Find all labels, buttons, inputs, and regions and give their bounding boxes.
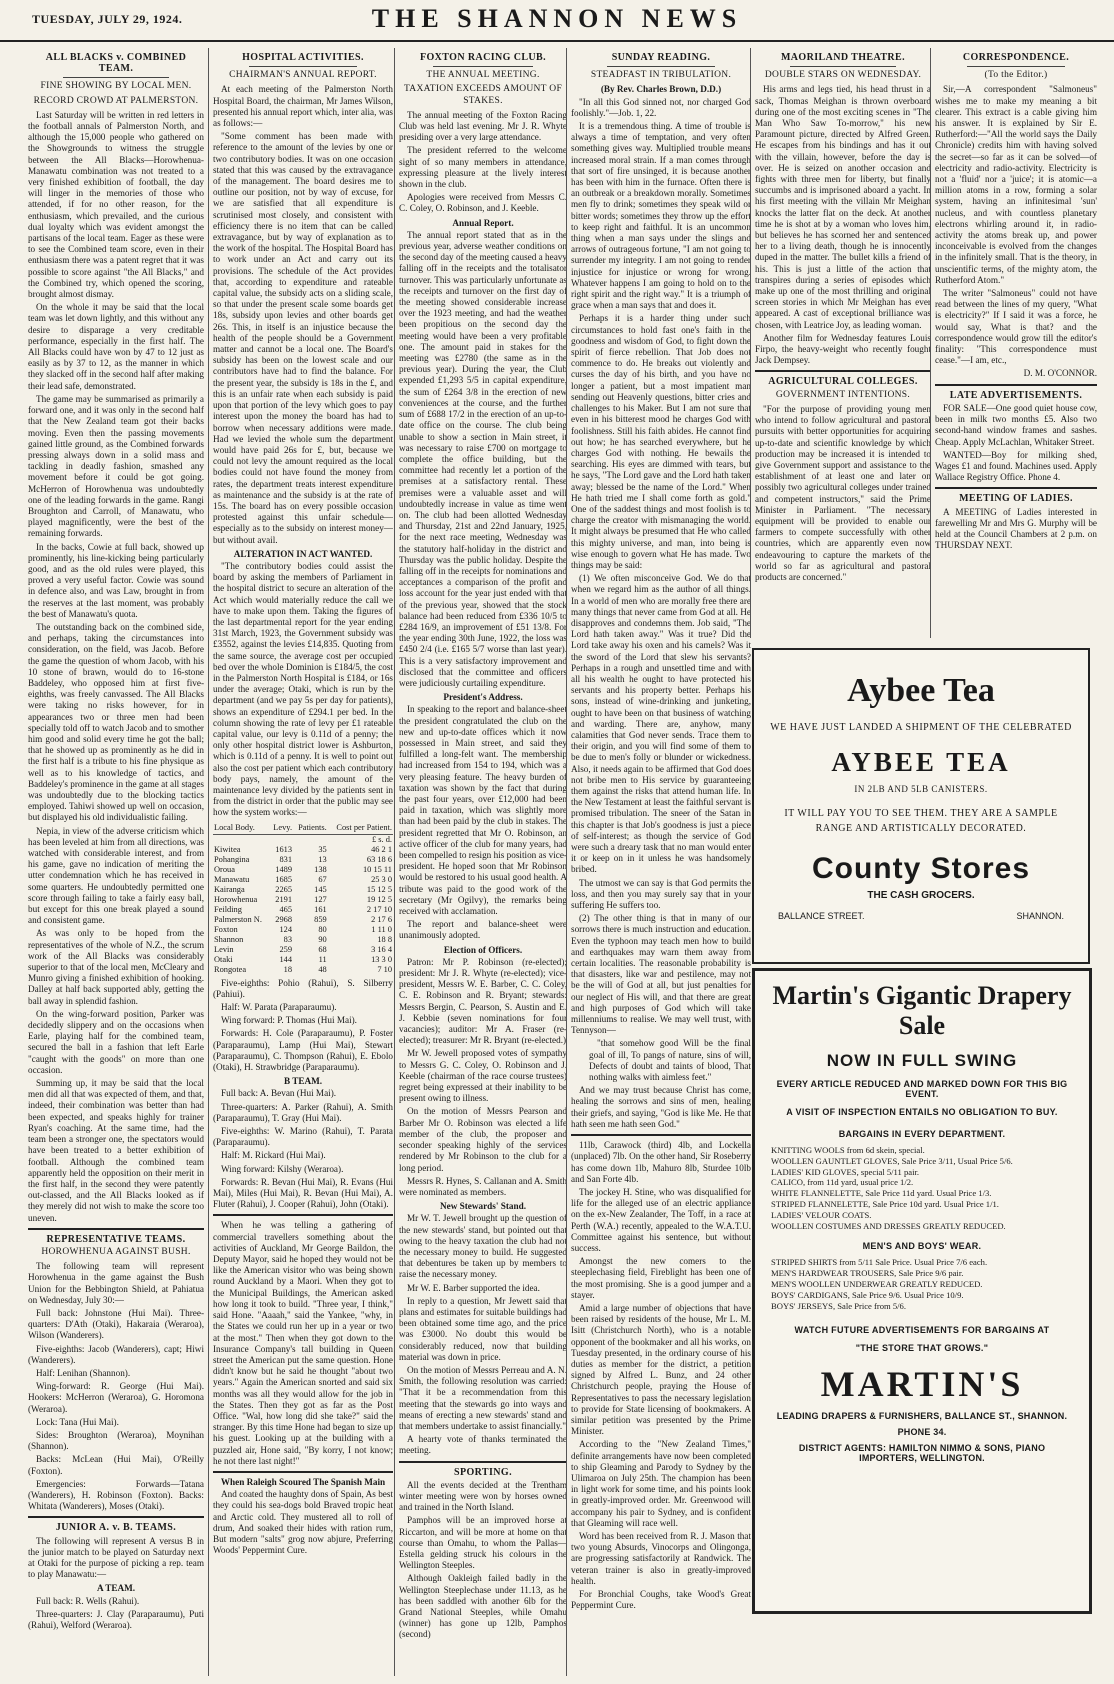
table-cell: 48	[318, 964, 327, 974]
headline-junior-teams: JUNIOR A. v. B. TEAMS.	[55, 1522, 177, 1534]
paragraph: The report and balance-sheet were unanimously adopted.	[399, 919, 567, 941]
district-agents: DISTRICT AGENTS: HAMILTON NIMMO & SONS, PIANO IMPORTERS, WELLINGTON.	[798, 1443, 1046, 1464]
levy-table-row	[213, 845, 393, 855]
paragraph: His arms and legs tied, his head thrust in a sack, Thomas Meighan is thrown overboard during one of the most exciting scenes in "The Man Who Saw To-morrow," his new Paramount picture, directed by Alfred Green. He escapes from his bindings and has it out with the villain, however, before the day is over. He is seized on another occasion and fights with three men for liberty, but finally succumbs and is imprisoned aboard a yacht. In his first meeting with the villain Mr Meighan knocks the latter flat on the deck. At another time he is shot at by a woman who loves him, but believes he has scorned her and sentenced her to a living death, though he is innocently duped in the matter. The bullet kills a friend of his. This is just a little of the action that transpires during a series of episodes which make up one of the most thrilling and original screen stories in which Mr Meighan has ever appeared. A cast of exceptional brilliance was chosen, with Leatrice Joy, as leading woman.	[755, 84, 931, 330]
table-cell: 1 11 0	[371, 924, 392, 934]
paragraph: On the whole it may be said that the local team was let down lightly, and this without any desire to disparage a very creditable performance, especially in the first half. The All Blacks could have won by 47 to 12 just as easily as by 37 to 12, as the manner in which they slacked off in the second half after making their lead safe, demonstrated.	[28, 302, 204, 391]
levy-table	[213, 822, 393, 975]
advert-line: WE HAVE JUST LANDED A SHIPMENT OF THE CELEBRATED	[770, 722, 1072, 733]
table-cell: 1685	[275, 874, 293, 884]
table-cell: 2 17 10	[366, 904, 392, 914]
signature: D. M. O'CONNOR.	[1023, 368, 1097, 379]
list-item: MEN'S HARDWEAR TROUSERS, Sale Price 9/6 pair.	[771, 1268, 964, 1279]
table-cell: Manawatu	[214, 874, 250, 884]
paragraph: All the events decided at the Trentham winter meeting were won by horses owned and trained in the North Island.	[399, 1479, 567, 1513]
table-cell: Foxton	[214, 924, 238, 934]
paragraph: Half: Lenihan (Shannon).	[36, 1367, 131, 1378]
paragraph: Half: W. Parata (Paraparaumu).	[221, 1002, 337, 1013]
paragraph: Last Saturday will be written in red letters in the football annals of Palmerston North, and although the 15,000 people who gathered on the Showgrounds to witness the struggle between the All Blacks—Horowhenua-Manawatu combination was not treated to a very finished exhibition of football, the day will linger in the memories of those who attended, if for no other reason, for the enthusiasm, which prevailed, and the curious dual loyalty which was evident amongst the partisans of the local team. Eager as these were to see the Combined team score, even in their enthusiasm there was a patent regret that it was possible to score against "the All Blacks," and the Combined try, which opened the scoring, brought almost dismay.	[28, 109, 204, 300]
paragraph: Half: M. Rickard (Hui Mai).	[221, 1150, 326, 1161]
paragraph: The following team will represent Horowhenua in the game against the Bush Union for the Bebbington Shield, at Pahiatua on Wednesday, July 30:—	[28, 1261, 204, 1305]
headline-hospital: HOSPITAL ACTIVITIES.	[242, 52, 364, 63]
aybee-tea-advert	[752, 648, 1090, 964]
subheadline: DOUBLE STARS ON WEDNESDAY.	[764, 70, 922, 81]
table-cell: 161	[314, 904, 327, 914]
store-slogan: "THE STORE THAT GROWS."	[855, 1343, 989, 1354]
paragraph: Mr W. T. Jewell brought up the question of the new stewards' stand, but pointed out that owing to the heavy taxation the club had not the necessary money to build. He suggested that debentures be taken up by members to raise the necessary money.	[399, 1213, 567, 1280]
paragraph: Apologies were received from Messrs C. C. Coley, O. Robinson, and J. Keeble.	[399, 192, 567, 214]
list-item: BOYS' CARDIGANS, Sale Price 9/6. Usual Price 10/9.	[771, 1289, 964, 1300]
table-cell: Kairanga	[214, 884, 245, 894]
editor-line: (To the Editor.)	[984, 70, 1048, 81]
levy-table-units	[213, 834, 393, 845]
column-2	[208, 48, 393, 1676]
table-cell: 2968	[275, 914, 293, 924]
table-cell: 127	[314, 894, 327, 904]
column-header: Local Body.	[213, 822, 270, 835]
levy-table-header	[213, 822, 393, 835]
levy-table-row	[213, 885, 393, 895]
poem-title: When Raleigh Scoured The Spanish Main	[220, 1476, 386, 1487]
address-street: BALLANCE STREET.	[778, 911, 865, 921]
list-item: CALICO, from 11d yard, usual price 1/2.	[771, 1177, 914, 1188]
store-name: MARTIN'S	[820, 1364, 1024, 1405]
paragraph: Mr W. E. Barber supported the idea.	[407, 1282, 540, 1293]
paragraph: Five-eighths: Jacob (Wanderers), capt; Hiwi (Wanderers).	[28, 1343, 204, 1365]
column-header: Cost per Patient.	[328, 822, 393, 835]
advert-detail: IN 2LB AND 5LB CANISTERS.	[854, 784, 988, 794]
paragraph: The writer "Salmoneus" could not have read between the lines of my query, "What is electricity?" If I said it was a force, he would say, What is that? and the correspondence would grow till the editor's finality: "This correspondence must cease."—I am, etc.,	[935, 288, 1097, 366]
paragraph: Three-quarters: J. Clay (Paraparaumu), Puti (Rahui), Welford (Weraroa).	[28, 1608, 204, 1631]
table-cell: Horowhenua	[214, 894, 258, 904]
subheadline: STEADFAST IN TRIBULATION.	[590, 70, 732, 81]
headline-sunday-reading: SUNDAY READING.	[611, 52, 711, 63]
paragraph: It is a tremendous thing. A time of trouble is always a time of temptation, and very often something gives way. Multiplied trouble means increased moral strain. If a man comes through that sort of fire unsinged, it is because another has been with him in the furnace. Often there is an outbreak or a breakdown morally. Sometimes men fly to drink; sometimes they speak wild or bitter words; sometimes they throw up the effort to keep right and faithful. It is an uncommon thing when a man says under the slings and arrows of outrageous fortune, "I am not going to surrender my integrity. I am not going to render injustice for injustice or wrong for wrong. Whatever happens I am going to hold on to the right spirit and the right way." It is a triumph of grace when a man says that and does it.	[571, 121, 751, 311]
list-item: WOOLLEN COSTUMES AND DRESSES GREATLY REDUCED.	[771, 1220, 1006, 1231]
table-cell: 11	[318, 954, 327, 964]
paragraph: The utmost we can say is that God permits the loss, and then you may surely say that in your suffering He suffers too.	[571, 877, 751, 911]
table-cell: 18 8	[377, 934, 392, 944]
paragraph: Pamphos will be an improved horse at Riccarton, and will be more at home on that course than Omahu, to whom the Pallas—Estella gelding struck his colours in the Wellington Steeples.	[399, 1515, 567, 1571]
section-subhead: Annual Report.	[452, 217, 514, 228]
table-cell: 10 15 11	[362, 864, 392, 874]
headline-meeting-ladies: MEETING OF LADIES.	[959, 493, 1073, 505]
column-header: Patients.	[293, 822, 328, 835]
list-item: MEN'S WOOLLEN UNDERWEAR GREATLY REDUCED.	[771, 1278, 983, 1289]
paragraph: The jockey H. Stine, who was disqualified for life for the alleged use of an electric appliance on the ex-New Zealander, The Toff, in a race at Perth (W.A.) recently, appealed to the W.A.T.U. Committee against his sentence, but without success.	[571, 1186, 751, 1253]
paragraph: At each meeting of the Palmerston North Hospital Board, the chairman, Mr James Wilson, presented his annual report which, inter alia, was as follows:—	[213, 84, 393, 129]
table-cell: 67	[318, 874, 327, 884]
table-cell: Kiwitea	[214, 844, 241, 854]
paragraph: Five-eighths: W. Marino (Rahui), T. Parata (Paraparaumu).	[213, 1126, 393, 1148]
column-3	[394, 48, 567, 1676]
paragraph: Amid a large number of objections that have been raised by residents of the house, Mr L. M. Isitt (Christchurch North), who is a notable opponent of the bookmaker and all his works, on Tuesday presented, in the ordinary course of his duties as member for the district, a petition signed by Alfred L. Bunz, and 24 other Christchurch people, praying the House of Representatives to pass the necessary legislation to provide for State licensing of bookmakers. A similar petition was presented by the Prime Minister.	[571, 1302, 751, 1437]
column-6	[930, 48, 1097, 638]
team-label: B TEAM.	[283, 1076, 323, 1087]
subheadline: FINE SHOWING BY LOCAL MEN.	[40, 81, 192, 92]
paragraph: Forwards: H. Cole (Paraparaumu), P. Foster (Paraparaumu), Lamp (Hui Mai), Stewart (Paraparaumu), C. Thompson (Rahui), E. Ebolo (Otaki), H. Strawbridge (Paraparaumu).	[213, 1028, 393, 1073]
paragraph: Nepia, in view of the adverse criticism which has been leveled at him from all directions, was watched with considerable interest, and from his game, gave no indication of meriting the utter condemnation which he has received in some quarters. He undoubtedly permitted one score through failing to take a fairly easy ball, but except for this one break played a sound and consistent game.	[28, 825, 204, 926]
paragraph: The annual report stated that as in the previous year, adverse weather conditions on the second day of the meeting caused a heavy falling off in the receipts and the totalisator turnover. This was particularly unfortunate as the receipts and turnover on the first day of the meeting showed considerable increase over the 1923 meeting, and had the weather been propitious on the second day the meeting would have been a very profitable one. The amount paid in stakes for the meeting was £2780 (the same as in the previous year). During the year, the Club expended £1,293 5/5 in capital expenditure, the sum of £264 3/8 in the erection of new conveniences at the course, and the further sum of £688 17/2 in the erection of an up-to-date office on the course. The club being unable to show a section in Main street, it was necessary to raise £700 on mortgage to complete the office building, but the committee had recently let a portion of the premises at a satisfactory rental. These premises were a valuable asset and will undoubtedly increase in value as time went on. The club had been allotted Wednesday and Thursday, 21st and 22nd January, 1925, for the next race meeting, Wednesday was the statutory half-holiday in the district and Thursday was the public holiday. Despite the falling off in the receipts for nominations and acceptances a comparison of the profit and loss account for the year just ended with that of the previous year, showed that the stock balance had been reduced from £336 10/5 to £284 16/9, an improvement of £51 13/8. For the year ending 30th June, 1922, the loss was £450 2/4 (i.e. £165 5/7 worse than last year). This is a very satisfactory improvement and disclosed that the committee and officers were judiciously curtailing expenditure.	[399, 229, 567, 688]
scripture-quote: "In all this God sinned not, nor charged God foolishly."—Job. 1, 22.	[571, 96, 751, 118]
paragraph: On the motion of Messrs Pearson and Barber Mr O. Robinson was elected a life member of the club, the proposer and seconder speaking highly of the services rendered by Mr Robinson to the club for a long period.	[399, 1106, 567, 1173]
levy-table-row	[213, 935, 393, 945]
paragraph: Summing up, it may be said that the local men did all that was expected of them, and that, indeed, their combination was better than had been expected, and speaks highly for trainer Ryan's coaching. At the same time, had the team been a stronger one, the spectators would have been treated to a better exhibition of football. Although the combined team apparently held the opposition on their merit in the first half, in the second they were patently out-classed, and the All Blacks looked as if they merely did not wish to make the score too uneven.	[28, 1078, 204, 1223]
table-cell: 18	[283, 964, 293, 974]
list-item: LADIES' VELOUR COATS.	[771, 1209, 872, 1220]
paragraph: Messrs R. Hynes, S. Callanan and A. Smith were nominated as members.	[399, 1175, 567, 1197]
section-subhead: Election of Officers.	[443, 944, 523, 955]
advert-line: A VISIT OF INSPECTION ENTAILS NO OBLIGATION TO BUY.	[786, 1107, 1058, 1117]
poem: "that somehow good Will be the final goal of ill, To pangs of nature, sins of will, Defects of doubt and taints of blood, That nothing walks with aimless feet."	[589, 1038, 751, 1083]
levy-table-row	[213, 965, 393, 975]
levy-table-body	[213, 845, 393, 975]
table-cell: Otaki	[214, 954, 233, 964]
paragraph: Patron: Mr P. Robinson (re-elected); president: Mr J. R. Whyte (re-elected); vice-president, Messrs W. E. Barber, C. C. Coley, C. E. Robinson and R. Bryant; stewards: Messrs Bergin, C. Pearson, S. Austin and E. J. Kebbie (seven nominations for four vacancies); auditor: Mr A. Fraser (re-elected); treasurer: Mr R. Bryant (re-elected.)	[399, 956, 567, 1046]
table-cell: 144	[279, 954, 293, 964]
paragraph: Sir,—A correspondent "Salmoneus" wishes me to make my meaning a bit clearer. This extract is a cable giving him his answer. It is explained by Sir E. Rutherford:—"All the world says the Daily Chronicle) credits him with having solved the secret—so far as it can be solved—of electricity and radio-activity. Electricity is not a 'fluid' nor a 'juice'; it is atomic—a million atoms in a row, forming a solar system, having an infinitesimal 'sun' nucleus, and with countless planetary electrons whirling around it, in radio-activity the atoms break up, and power inconceivable is evolved from the changes in the infinitely small. That is the theory, in unscientific terms, of the mighty atom, the Rutherford Atom."	[935, 84, 1097, 285]
paragraph: (2) The other thing is that in many of our sorrows there is much instruction and education. Even the typhoon may teach men how to build and earthquakes may warn them away from certain localities. The reasonable probability is that disasters, like war and pestilence, may not be the will of God at all, but just penalties for our neglect of His will, and that there are great and high purposes of God which will take millenniums to realise. We may well trust, with Tennyson—	[571, 913, 751, 1036]
paragraph: 11lb, Carawock (third) 4lb, and Lockella (unplaced) 7lb. On the other hand, Sir Roseberry has come down 1lb, Mahuro 8lb, Sturdee 10lb and San Forte 4lb.	[571, 1140, 751, 1184]
advert-line: EVERY ARTICLE REDUCED AND MARKED DOWN FOR THIS BIG EVENT.	[776, 1079, 1068, 1099]
table-cell: 259	[279, 944, 293, 954]
store-phone: PHONE 34.	[897, 1427, 947, 1438]
table-cell: 13	[318, 854, 327, 864]
paragraph: Although Oakleigh failed badly in the Wellington Steeplechase under 11.13, as he has been saddled with another 6lb for the Grand National Steeples, while Omahu (winner) has gone up 12lb, Pamphos (second)	[399, 1573, 567, 1640]
advert-line: WATCH FUTURE ADVERTISEMENTS FOR BARGAINS AT	[794, 1325, 1050, 1336]
paragraph: According to the "New Zealand Times," definite arrangements have now been completed to ship Gleaming and Parody to Sydney by the Ulimaroa on July 25th. The champion has been in light work for some time, and his points look in greatly-improved order. Mr. Greenwood will accompany his pair to Sydney, and is confident that Gleaming will race well.	[571, 1439, 751, 1528]
list-item: KNITTING WOOLS from 6d skein, special.	[771, 1145, 925, 1155]
paragraph: Backs: McLean (Hui Mai), O'Reilly (Foxton).	[28, 1454, 204, 1476]
paragraph: And we may trust because Christ has come, healing the sorrows and sins of men, healing their griefs, and saying, "God is like Me. He that hath seen me hath seen God."	[571, 1085, 751, 1129]
table-cell: 83	[283, 934, 293, 944]
section-label: BARGAINS IN EVERY DEPARTMENT.	[838, 1129, 1006, 1139]
table-cell: 2191	[275, 894, 293, 904]
classified-ad: FOR SALE—One good quiet house cow, been in milk two months £5. Also two second-hand window frames and sashes. Cheap. Apply McLachlan, Whitaker Street.	[935, 402, 1097, 447]
paragraph: Wing-forward: R. George (Hui Mai). Hookers: McHerron (Weraroa), G. Horomona (Weraroa).	[28, 1381, 204, 1414]
table-cell: 7 10	[377, 964, 392, 974]
table-cell: 1489	[275, 864, 293, 874]
table-cell: 124	[279, 924, 293, 934]
list-item: LADIES' KID GLOVES, special 5/11 pair.	[771, 1166, 920, 1177]
list-item: WOOLLEN GAUNTLET GLOVES, Sale Price 3/11, Usual Price 5/6.	[771, 1155, 1013, 1166]
table-cell: 3 16 4	[371, 944, 392, 954]
paragraph: When he was telling a gathering of commercial travellers something about the activities of Auckland, Mr George Baildon, the Deputy Mayor, said he hoped they would not be like the American visitor who was being shown round Auckland by a Maori. When they got to the Municipal Buildings, the American asked how long it took to build. "Three year, I think," said Hone. "Aaaah," said the Yankee, "why, in the States we could run her up in a year or two at the most." Then when they got down to the Insurance Company's tall building in Queen street the American put the same question. Hone didn't know but he said he thought "about two years." Again the American snorted and said six months was all they would allow for the job in the States. Then they got as far as the Post Office. "Wal, how long did she take?" said the stranger. By this time Hone had began to size up his guest. Looking up at the building with a puzzled air, Hone said, "By korry, I not know; he not there last night!"	[213, 1220, 393, 1466]
table-cell: Oroua	[214, 864, 235, 874]
advert-line: IT WILL PAY YOU TO SEE THEM. THEY ARE A SAMPLE RANGE AND ARTISTICALLY DECORATED.	[784, 808, 1058, 834]
byline: (By Rev. Charles Brown, D.D.)	[600, 84, 722, 95]
paragraph: Wing forward: Kilshy (Weraroa).	[221, 1163, 344, 1174]
column-header: Levy.	[270, 822, 294, 835]
table-cell: 831	[279, 854, 293, 864]
issue-date: TUESDAY, JULY 29, 1924.	[32, 12, 183, 26]
section-subhead: New Stewards' Stand.	[439, 1201, 526, 1212]
paragraph: As was only to be hoped from the representatives of the whole of N.Z., the scrum work of the All Blacks was considerably superior to that of the local men, McCleary and Munro giving a finished exhibition of hooking. Dalley at half back supported ably, getting the ball away in splendid fashion.	[28, 928, 204, 1006]
paragraph: On the motion of Messrs Perreau and A. N. Smith, the following resolution was carried: "That it be a recommendation from this meeting that the stewards go into ways and means of erecting a new stewards' stand and that members undertake to assist financially."	[399, 1364, 567, 1431]
paragraph: Full back: A. Bevan (Hui Mai).	[221, 1088, 337, 1099]
list-item: WHITE FLANNELETTE, Sale Price 11d yard. Usual Price 1/3.	[771, 1188, 992, 1199]
levy-table-row	[213, 875, 393, 885]
paragraph: In the backs, Cowie at full back, showed up prominently, his line-kicking being particularly good, and as the old rules were played, this proved a very useful factor. Cowie was sound in defence also, and was Law, brought in from the reserves at the last moment, was probably the best of Manawatu's quota.	[28, 541, 204, 619]
levy-table-row	[213, 855, 393, 865]
store-tagline: THE CASH GROCERS.	[867, 890, 975, 901]
table-cell: 2 17 6	[371, 914, 392, 924]
table-cell: 859	[314, 914, 327, 924]
table-cell: 15 12 5	[366, 884, 392, 894]
table-cell: 465	[279, 904, 293, 914]
paragraph: "Some comment has been made with reference to the amount of the levies by one or two contributory bodies. It was on one occasion stated that this was caused by the extravagance of the management. The board desires me to outline our position, not by way of excuse, for we are satisfied that all expenditure is scrutinised most closely, and consistent with efficiency there is no item that can be called extravagance, but by way of explanation as to the work of the hospital. The Hospital Board has to work under an Act and carry out its provisions. The schedule of the Act provides that, according to expenditure and rateable capital value, the subsidy acts on a sliding scale, so that under the present scale some boards get 18s, subsidy upon levies and other boards get 26s. This, in itself is an injustice because the health of the people should be a Government matter and cannot be a local one. The Board's subsidy has been on the lowest scale and our contributors have had to find the balance. For the present year, the subsidy is 18s in the £, and this is an unfair rate when each subsidy is paid upon that portion of the levy which goes to pay interest upon the money the board has had to borrow when necessary additions were made. Had we levied the whole sum the department would have paid 26s for £, but, because we could not levy the amount required as the local bodies could not have found the money from rates, the department treats interest expenditure as maintenance and the subsidy is at the rate of 15s. The board has on every possible occasion protested against this unfair schedule—especially as to the subsidy on interest money—but without avail.	[213, 131, 393, 545]
headline-maoriland-theatre: MAORILAND THEATRE.	[780, 52, 906, 63]
paragraph: Forwards: R. Bevan (Hui Mai), R. Evans (Hui Mai), Miles (Hui Mai), R. Bevan (Hui Mai), A. Fluter (Rahui), J. Cooper (Rahui), John (Otaki).	[213, 1176, 393, 1210]
table-cell: 35	[318, 844, 327, 854]
bargain-list	[771, 1145, 1073, 1231]
headline-foxton-racing: FOXTON RACING CLUB.	[419, 52, 547, 63]
classified-ad: WANTED—Boy for milking shed, Wages £1 and found. Machines used. Apply Wallace Registry Office. Phone 4.	[935, 449, 1097, 483]
table-cell: Shannon	[214, 934, 244, 944]
paragraph: "For the purpose of providing young men who intend to follow agricultural and pastoral pursuits with better opportunities for acquiring up-to-date and scientific knowledge by which production may be increased it is intended to give Government support and assistance to the establishment of at least one and later on possibly two agricultural colleges under trained and competent instructors," said the Prime Minister in Parliament. "The necessary equipment will be provided to enable our farmers to compete successfully with other countries, which are apparently even now endeavouring to capture the markets of the world so far as agricultural and pastoral products are concerned."	[755, 403, 931, 582]
paragraph: Amongst the new comers to the steeplechasing field, Fireblight has been one of the most promising. She is a good jumper and a stayer.	[571, 1256, 751, 1300]
subheadline: TAXATION EXCEEDS AMOUNT OF STAKES.	[403, 84, 563, 106]
paragraph: Five-eighths: Pohio (Rahui), S. Silberry (Pahiui).	[213, 977, 393, 999]
table-cell: Palmerston N.	[214, 914, 262, 924]
table-cell: 145	[314, 884, 327, 894]
paragraph: Three-quarters: A. Parker (Rahui), A. Smith (Paraparaumu), T. Gray (Hui Mai).	[213, 1101, 393, 1123]
headline-agricultural-colleges: AGRICULTURAL COLLEGES.	[768, 376, 918, 388]
paragraph: Emergencies: Forwards—Tatana (Wanderers), H. Robinson (Foxton). Backs: Whitata (Wanderers), Moses (Otaki).	[28, 1478, 204, 1512]
paragraph: A hearty vote of thanks terminated the meeting.	[399, 1434, 567, 1456]
levy-table-row	[213, 915, 393, 925]
paragraph: Word has been received from R. J. Mason that two young Absurds, Vinocorps and Olingonga, are progressing satisfactorily at Randwick. The veteran trainer is also in greatly-improved health.	[571, 1531, 751, 1586]
mens-list	[771, 1257, 1073, 1311]
column-4	[566, 48, 751, 1676]
paragraph: The president referred to the welcome sight of so many members in attendance, expressing pleasure at the lively interest shown in the club.	[399, 145, 567, 190]
paragraph: The game may be summarised as primarily a forward one, and it was only in the second half that the New Zealand team got their backs moving. Even then the passing movements gained little ground, as the Combined forwards pressing always down in a solid mass and tackling in deadly fashion, smashed any movement before it could be got going. McHerron of Horowhenua was undoubtedly one of the leading forwards in the game. Rangi Broughton and Carroll, of Manawatu, who played magnificently, were the best of the remaining forwards.	[28, 393, 204, 539]
table-cell: 68	[318, 944, 327, 954]
table-cell: Rongotea	[214, 964, 247, 974]
paragraph: Lock: Tana (Hui Mai).	[36, 1416, 119, 1427]
table-cell: 1613	[275, 844, 293, 854]
table-cell: 46 2 1	[371, 844, 392, 854]
headline-late-ads: LATE ADVERTISEMENTS.	[949, 389, 1083, 401]
subheadline: THE ANNUAL MEETING.	[426, 70, 540, 81]
advert-product: AYBEE TEA	[831, 747, 1011, 777]
newspaper-title: THE SHANNON NEWS	[371, 4, 743, 33]
team-label: A TEAM.	[96, 1583, 136, 1594]
store-name: County Stores	[811, 852, 1031, 885]
levy-table-row	[213, 865, 393, 875]
levy-table-row	[213, 925, 393, 935]
list-item: STRIPED SHIRTS from 5/11 Sale Price. Usual Price 7/6 each.	[771, 1257, 988, 1268]
table-cell: 80	[318, 924, 327, 934]
subheadline: HOROWHENUA AGAINST BUSH.	[41, 1246, 191, 1257]
table-cell: 63 18 6	[366, 854, 392, 864]
paragraph: On the wing-forward position, Parker was decidedly slippery and on the occasions when Earle, playing half for the combined team, secured the ball in a fashion that left Earle "caught with the goods" on more than one occasion.	[28, 1008, 204, 1075]
paragraph: "The contributory bodies could assist the board by asking the members of Parliament in the hospital district to secure an alteration of the Act which would materially reduce the call we have to make upon them. Taking the figures of the last departmental report for the year ending 31st March, 1923, the Government subsidy was £3552, against the levies £14,835. Quoting from the same source, the average cost per occupied bed over the whole Dominion is £184/5, the cost in the Palmerston North Hospital is £184, or 16s under the average; Otaki, which is run by the department (and we pay 5s per day for patients), shows an expenditure of £294.1 per bed. In the column showing the rate of levy per £1 rateable capital value, our levy is 0.11d of a penny; the only other hospital district lower is Ashburton, which is 0.11d of a penny. It is well to point out also the cost per patient which each contributory body pays, namely, the amount of the maintenance levy divided by the patients sent in from the district in order that the public may see how the system works:—	[213, 560, 393, 818]
paragraph: (1) We often misconceive God. We do that when we regard him as the author of all things. In a world of men who are morally free there are many things that never came from God at all. He disapproves and condemns them. Job said, "The Lord hath taken away." Was it true? Did the Lord take away his oxen and his camels? Was it the sword of the Lord that slew his servants? Perhaps in a rough and unsettled time and with all his wealth he ought to have protected his servants and his property better. Perhaps his sons, instead of wine-drinking and junketing, ought to have been on that business of watching and warding. There are, anyhow, many calamities that God never sends. Trace them to their origin, and you will find some of them to be due to men's folly or blunder or wickedness. Also, it needs again to be affirmed that God does not bribe men to His service by guaranteeing them against the risks that attend human life. In the New Testament at least the faithful servant is promised tribulation. The sneer of the Satan in this chapter is that Job's goodness is just a piece of self-interest; as though the service of God were such a dreary task that no man would enter it or keep on in it unless he was handsomely bribed.	[571, 573, 751, 875]
paragraph: The following will represent A versus B in the junior match to be played on Saturday next at Otaki for the purpose of picking a rep. team to play Manawatu:—	[28, 1535, 204, 1580]
subheadline: GOVERNMENT INTENTIONS.	[775, 389, 911, 400]
subheadline: CHAIRMAN'S ANNUAL REPORT.	[229, 70, 377, 81]
subheadline: RECORD CROWD AT PALMERSTON.	[33, 95, 199, 106]
paragraph: The annual meeting of the Foxton Racing Club was held last evening. Mr J. R. Whyte presiding over a very large attendance.	[399, 109, 567, 143]
list-item: BOYS' JERSEYS, Sale Price from 5/6.	[771, 1300, 906, 1311]
notice: A MEETING of Ladies interested in farewelling Mr and Mrs G. Murphy will be held at the Council Chambers at 2 p.m. on THURSDAY NEXT.	[935, 506, 1097, 551]
paragraph: Full back: Johnstone (Hui Mai). Three-quarters: D'Ath (Otaki), Hakaraia (Weraroa), Wilson (Wanderers).	[28, 1307, 204, 1341]
paragraph: In reply to a question, Mr Jewett said that plans and estimates for suitable buildings had been obtained some time ago, and the price was £3000. No doubt this would be considerably reduced, now that building material was down in price.	[399, 1295, 567, 1362]
table-cell: 25 3 0	[371, 874, 392, 884]
paragraph: The outstanding back on the combined side, and perhaps, taking the circumstances into consideration, on the field, was Jacob. Before the game the question of whom Jacob, with his 10 stone of brawn, would do to 16-stone Baddeley, who opposed him at first five-eighths, was freely canvassed. The All Blacks were taking no risks however, for in appearances two or three men had been specially told off to watch Jacob and to smother him good and solid every time he got the ball; that he showed up as prominently as he did in the first half is a tribute to his fine physique as well as to his knowledge of tactics, and Baddeley's prominence in the game at all stages was undoubtedly due to the blocking tactics employed. Tahiwi showed up well on occasion, but displayed his old individualistic failing.	[28, 621, 204, 823]
levy-table-row	[213, 945, 393, 955]
column-1	[28, 48, 204, 1676]
paragraph: Wing forward: P. Thomas (Hui Mai).	[221, 1015, 357, 1026]
paragraph: Perhaps it is a harder thing under such circumstances to hold fast one's faith in the goodness and wisdom of God, to fight down the spirit of fierce rebellion. That Job does not commence to do. He breaks out violently and curses the day of his birth, and you have no longer a patient, but a most impatient man sending out Heavenly questions, bitter cries and challenges to his Maker. But I am not sure that even in his bitterest mood he charges God with foolishness. Still his faith abides. He cannot find out how; he has searched everywhere, but he charges God with nothing. He bewails the searching. His eyes are dimmed with tears, but he says, "The Lord gave and the Lord hath taken away; blessed be the name of the Lord." When He hath tried me I shall come forth as gold." One of the saddest things and most foolish is to charge the creator with mismanaging the world. It might always be presumed that He who called this mighty universe, and man, into being is wise enough to govern what He has made. Two things may be said:	[571, 313, 751, 570]
store-address	[754, 911, 1088, 921]
section-subhead: ALTERATION IN ACT WANTED.	[233, 548, 373, 559]
levy-table-row	[213, 955, 393, 965]
masthead	[0, 0, 1114, 42]
headline-sporting: SPORTING.	[454, 1466, 512, 1478]
column-5	[750, 48, 931, 638]
list-item: STRIPED FLANNELETTE, Sale Price 10d yard. Usual Price 1/1.	[771, 1198, 999, 1209]
table-cell: 13 3 0	[371, 954, 392, 964]
levy-table-row	[213, 895, 393, 905]
paragraph: Mr W. Jewell proposed votes of sympathy to Messrs G. C. Coley, O. Robinson and J. Keeble (chairman of the race course trustees) regret being expressed at their inability to be present owing to illness.	[399, 1048, 567, 1104]
section-subhead: President's Address.	[443, 692, 523, 703]
table-cell: Feilding	[214, 904, 242, 914]
table-cell: 90	[318, 934, 327, 944]
advert-title: Aybee Tea	[847, 672, 995, 709]
table-cell: Pohangina	[214, 854, 250, 864]
headline-all-blacks: ALL BLACKS v. COMBINED TEAM.	[45, 52, 187, 75]
table-cell: 138	[314, 864, 327, 874]
headline-representative-teams: REPRESENTATIVE TEAMS.	[46, 1233, 186, 1245]
paragraph: For Bronchial Coughs, take Wood's Great Peppermint Cure.	[571, 1589, 751, 1611]
headline-correspondence: CORRESPONDENCE.	[962, 52, 1070, 63]
advert-title: Martin's Gigantic Drapery Sale	[772, 981, 1072, 1040]
section-label: MEN'S AND BOYS' WEAR.	[862, 1241, 982, 1252]
table-cell: Levin	[214, 944, 234, 954]
martins-drapery-advert	[752, 968, 1092, 1614]
paragraph: Another film for Wednesday features Louis Firpo, the heavy-weight who recently fought Jack Dempsey.	[755, 332, 931, 366]
advert-subtitle: NOW IN FULL SWING	[826, 1051, 1018, 1070]
paragraph: In speaking to the report and balance-sheet the president congratulated the club on the new and up-to-date offices which it now possessed in Main street, and said they fulfilled a long-felt want. The membership had increased from 154 to 194, which was a very pleasing feature. The heavy burden of taxation was shown by the fact that during the past four years, over £12,000 had been paid in taxation, which was slightly more than had been paid by the club in stakes. The president regretted that Mr O. Robinson, an active officer of the club for many years, had been compelled to resign his position as vice-president. He hoped soon that Mr Robinson would be restored to his usual good health. A tribute was paid to the good work of the secretary (Mr Ogilvy), the remarks being received with acclamation.	[399, 704, 567, 917]
table-cell: 19 12 5	[366, 894, 392, 904]
levy-table-row	[213, 905, 393, 915]
unit-label: £ s. d.	[371, 834, 392, 844]
table-cell: 2265	[275, 884, 293, 894]
paragraph: Full back: R. Wells (Rahui).	[36, 1595, 140, 1606]
address-town: SHANNON.	[1016, 911, 1064, 921]
store-description: LEADING DRAPERS & FURNISHERS, BALLANCE ST., SHANNON.	[776, 1411, 1068, 1422]
paragraph: Sides: Broughton (Weraroa), Moynihan (Shannon).	[28, 1429, 204, 1452]
poem: And coated the haughty dons of Spain, As best they could his sea-dogs bold Braved tropic heat and Arctic cold. They mustered all to roll of drum, And soaked their hides with ration rum, But modern "salts" grog now abjure, Preferring Woods' Peppermint Cure.	[213, 1489, 393, 1556]
